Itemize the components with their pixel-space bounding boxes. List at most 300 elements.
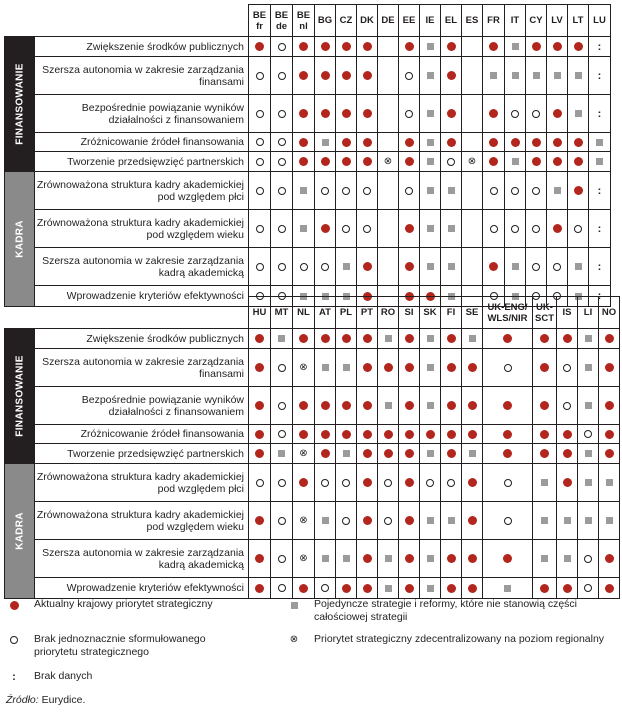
ring-icon: [532, 263, 540, 271]
table-row: [5, 578, 620, 599]
circled-cross-icon: ⊗: [383, 155, 393, 167]
status-cell: [557, 387, 578, 425]
ring-icon: [342, 479, 350, 487]
priority-dot-icon: [532, 42, 541, 51]
status-cell: [271, 444, 293, 464]
priority-dot-icon: [563, 334, 572, 343]
status-cell: [271, 57, 293, 95]
status-cell: [533, 578, 557, 599]
status-cell: [315, 210, 336, 248]
status-cell: [526, 248, 547, 286]
status-cell: [357, 133, 378, 152]
status-cell: [378, 37, 399, 57]
status-cell: [315, 133, 336, 152]
ring-icon: [256, 72, 264, 80]
ring-icon: [574, 225, 582, 233]
status-cell: [441, 578, 462, 599]
status-cell: [557, 444, 578, 464]
status-cell: [420, 349, 441, 387]
status-cell: [533, 444, 557, 464]
single-square-icon: [541, 479, 548, 486]
single-square-icon: [533, 72, 540, 79]
column-header: PL: [336, 297, 357, 329]
single-square-icon: [469, 335, 476, 342]
ring-icon: [563, 402, 571, 410]
row-label: Zróżnicowanie źródeł finansowania: [35, 133, 249, 152]
ring-icon: [278, 138, 286, 146]
priority-dot-icon: [405, 42, 414, 51]
status-cell: [578, 540, 599, 578]
ring-icon: [278, 584, 286, 592]
priority-dot-icon: [405, 554, 414, 563]
status-cell: [249, 210, 271, 248]
status-cell: [271, 502, 293, 540]
column-header: SK: [420, 297, 441, 329]
status-cell: [336, 329, 357, 349]
priority-dot-icon: [447, 554, 456, 563]
status-cell: [293, 464, 315, 502]
single-square-icon: [427, 139, 434, 146]
status-cell: [547, 57, 568, 95]
row-label: Bezpośrednie powiązanie wyników działalności z finansowaniem: [35, 95, 249, 133]
priority-dot-icon: [447, 138, 456, 147]
status-cell: [271, 37, 293, 57]
single-square-icon: [427, 187, 434, 194]
status-cell: [557, 329, 578, 349]
status-cell: [315, 57, 336, 95]
legend-item-single: Pojedyncze strategie i reformy, które nie stanowią części całościowej strategii: [288, 598, 618, 624]
ring-icon: [256, 479, 264, 487]
priority-dot-icon: [363, 42, 372, 51]
status-cell: [599, 349, 620, 387]
ring-icon: [321, 584, 329, 592]
status-cell: [293, 425, 315, 444]
status-cell: [589, 172, 611, 210]
ring-icon: [584, 555, 592, 563]
status-cell: [483, 425, 533, 444]
status-cell: [589, 133, 611, 152]
single-square-icon: [585, 479, 592, 486]
status-cell: [399, 172, 420, 210]
status-cell: [462, 248, 483, 286]
priority-dot-icon: [255, 334, 264, 343]
status-cell: [271, 172, 293, 210]
single-square-icon: [554, 187, 561, 194]
priority-dot-icon: [342, 584, 351, 593]
row-label: Szersza autonomia w zakresie zarządzania finansami: [35, 349, 249, 387]
single-square-icon: [469, 450, 476, 457]
single-square-icon: [512, 43, 519, 50]
status-cell: [578, 425, 599, 444]
ring-icon: [342, 187, 350, 195]
status-cell: [505, 152, 526, 172]
priority-dot-icon: [489, 42, 498, 51]
status-cell: [526, 152, 547, 172]
priority-dot-icon: [342, 430, 351, 439]
column-header: EL: [441, 5, 462, 37]
single-square-icon: [343, 263, 350, 270]
status-cell: [315, 387, 336, 425]
status-cell: [315, 37, 336, 57]
single-square-icon: [541, 555, 548, 562]
status-cell: [441, 349, 462, 387]
status-cell: [420, 133, 441, 152]
status-cell: [578, 464, 599, 502]
status-cell: [399, 540, 420, 578]
priority-dot-icon: [363, 554, 372, 563]
ring-icon: [321, 479, 329, 487]
ring-icon: [278, 43, 286, 51]
priority-dot-icon: [468, 430, 477, 439]
priority-dot-icon: [447, 109, 456, 118]
status-cell: [293, 329, 315, 349]
status-cell: [420, 329, 441, 349]
priority-dot-icon: [447, 363, 456, 372]
priority-dot-icon: [532, 157, 541, 166]
status-cell: [336, 578, 357, 599]
status-cell: [399, 95, 420, 133]
status-cell: [315, 172, 336, 210]
status-cell: [357, 578, 378, 599]
status-cell: [505, 248, 526, 286]
status-cell: [483, 172, 505, 210]
priority-dot-icon: [605, 554, 614, 563]
status-cell: [483, 210, 505, 248]
status-cell: [399, 57, 420, 95]
single-square-icon: [427, 158, 434, 165]
single-square-icon: [385, 585, 392, 592]
status-cell: [462, 349, 483, 387]
status-cell: [441, 329, 462, 349]
ring-icon: [278, 72, 286, 80]
table-row: [5, 172, 611, 210]
priority-dot-icon: [447, 449, 456, 458]
status-cell: [557, 578, 578, 599]
row-label: Tworzenie przedsięwzięć partnerskich: [35, 152, 249, 172]
status-cell: [568, 152, 589, 172]
status-cell: [599, 540, 620, 578]
status-cell: [589, 57, 611, 95]
ring-icon: [384, 517, 392, 525]
row-label: Tworzenie przedsięwzięć partnerskich: [35, 444, 249, 464]
priority-dot-icon: [489, 262, 498, 271]
status-cell: [249, 502, 271, 540]
ring-icon: [405, 187, 413, 195]
table-row: [5, 37, 611, 57]
ring-icon: [532, 225, 540, 233]
priority-dot-icon: [405, 363, 414, 372]
status-cell: [271, 152, 293, 172]
priority-dot-icon: [255, 584, 264, 593]
priority-dot-icon: [299, 334, 308, 343]
priority-dot-icon: [540, 363, 549, 372]
priority-dot-icon: [468, 478, 477, 487]
ring-icon: [256, 263, 264, 271]
priority-dot-icon: [605, 584, 614, 593]
single-square-icon: [300, 225, 307, 232]
status-cell: [568, 172, 589, 210]
status-cell: [441, 248, 462, 286]
priority-dot-icon: [468, 554, 477, 563]
status-cell: [271, 95, 293, 133]
single-square-icon: [291, 602, 298, 609]
priority-dot-icon: [321, 401, 330, 410]
single-square-icon: [427, 555, 434, 562]
status-cell: [357, 248, 378, 286]
column-header: UK- SCT: [533, 297, 557, 329]
row-label: Szersza autonomia w zakresie zarządzania kadrą akademicką: [35, 248, 249, 286]
single-square-icon: [554, 72, 561, 79]
status-cell: [293, 248, 315, 286]
status-cell: [271, 133, 293, 152]
single-square-icon: [385, 555, 392, 562]
priority-dot-icon: [503, 401, 512, 410]
status-cell: [483, 152, 505, 172]
ring-icon: [563, 364, 571, 372]
status-cell: [599, 444, 620, 464]
table-row: [5, 540, 620, 578]
ring-icon: [300, 263, 308, 271]
priority-dot-icon: [299, 478, 308, 487]
ring-icon: [405, 72, 413, 80]
status-cell: [336, 349, 357, 387]
status-cell: [462, 578, 483, 599]
table-row: [5, 248, 611, 286]
priority-dot-icon: [299, 109, 308, 118]
status-cell: [441, 444, 462, 464]
status-cell: [271, 387, 293, 425]
column-header: RO: [378, 297, 399, 329]
priority-dot-icon: [363, 109, 372, 118]
priority-dot-icon: [299, 71, 308, 80]
priority-dot-icon: [503, 430, 512, 439]
status-cell: [399, 133, 420, 152]
status-cell: [578, 578, 599, 599]
row-label: Zwiększenie środków publicznych: [35, 37, 249, 57]
single-square-icon: [322, 517, 329, 524]
status-cell: [557, 540, 578, 578]
status-cell: [378, 387, 399, 425]
single-square-icon: [448, 187, 455, 194]
priority-dot-icon: [540, 401, 549, 410]
ring-icon: [321, 187, 329, 195]
priority-dot-icon: [605, 449, 614, 458]
no-data-icon: :: [597, 260, 602, 273]
priority-dot-icon: [405, 478, 414, 487]
status-cell: [599, 464, 620, 502]
table-row: [5, 57, 611, 95]
status-cell: [441, 152, 462, 172]
status-cell: [357, 57, 378, 95]
status-cell: [462, 95, 483, 133]
status-cell: [599, 578, 620, 599]
priority-dot-icon: [255, 363, 264, 372]
status-cell: [293, 133, 315, 152]
status-cell: [441, 133, 462, 152]
priority-dot-icon: [468, 584, 477, 593]
status-cell: [336, 464, 357, 502]
priority-dot-icon: [363, 584, 372, 593]
status-cell: [441, 37, 462, 57]
priority-dot-icon: [342, 157, 351, 166]
single-square-icon: [300, 187, 307, 194]
ring-icon: [584, 584, 592, 592]
priority-dot-icon: [342, 138, 351, 147]
ring-icon: [278, 402, 286, 410]
no-data-icon: :: [597, 69, 602, 82]
single-square-icon: [278, 450, 285, 457]
ring-icon: [490, 225, 498, 233]
ring-icon: [256, 138, 264, 146]
status-cell: [547, 152, 568, 172]
status-cell: [336, 444, 357, 464]
table-row: [5, 95, 611, 133]
row-label: Wprowadzenie kryteriów efektywności: [35, 578, 249, 599]
status-cell: [293, 502, 315, 540]
status-cell: [568, 133, 589, 152]
status-cell: [420, 95, 441, 133]
ring-icon: [584, 430, 592, 438]
status-cell: [378, 172, 399, 210]
priority-dot-icon: [468, 363, 477, 372]
column-header: NO: [599, 297, 620, 329]
column-header: IE: [420, 5, 441, 37]
ring-icon: [511, 225, 519, 233]
single-square-icon: [575, 72, 582, 79]
status-cell: [420, 425, 441, 444]
status-cell: [557, 425, 578, 444]
priority-dot-icon: [563, 478, 572, 487]
status-cell: [357, 444, 378, 464]
priority-dot-icon: [321, 71, 330, 80]
column-header: MT: [271, 297, 293, 329]
status-cell: [420, 172, 441, 210]
ring-icon: [511, 187, 519, 195]
status-cell: [462, 172, 483, 210]
single-square-icon: [575, 263, 582, 270]
status-cell: [578, 329, 599, 349]
single-square-icon: [585, 364, 592, 371]
status-cell: [420, 210, 441, 248]
column-header: ES: [462, 5, 483, 37]
finance-section-label: FINANSOWANIE: [5, 37, 35, 172]
legend-item-regional: ⊗ Priorytet strategiczny zdecentralizowany na poziom regionalny: [289, 633, 605, 646]
status-cell: [378, 502, 399, 540]
ring-icon: [363, 225, 371, 233]
priority-dot-icon: [405, 449, 414, 458]
status-cell: [249, 248, 271, 286]
row-label: Zróżnicowanie źródeł finansowania: [35, 425, 249, 444]
column-header: AT: [315, 297, 336, 329]
priority-dot-icon: [321, 334, 330, 343]
status-cell: [462, 425, 483, 444]
status-cell: [357, 387, 378, 425]
column-header: DE: [378, 5, 399, 37]
ring-icon: [342, 225, 350, 233]
finance-section-label: FINANSOWANIE: [5, 329, 35, 464]
status-cell: [357, 425, 378, 444]
legend-item-none: Brak jednoznacznie sformułowanego priorytetu strategicznego: [8, 633, 248, 659]
status-cell: [249, 540, 271, 578]
ring-icon: [278, 555, 286, 563]
status-cell: [357, 349, 378, 387]
single-square-icon: [490, 72, 497, 79]
status-cell: [441, 502, 462, 540]
status-cell: [315, 502, 336, 540]
priority-dot-icon: [553, 224, 562, 233]
priority-dot-icon: [405, 334, 414, 343]
ring-icon: [278, 158, 286, 166]
table-row: [5, 133, 611, 152]
priority-dot-icon: [553, 157, 562, 166]
status-cell: [271, 210, 293, 248]
status-cell: [589, 37, 611, 57]
status-cell: [533, 540, 557, 578]
priority-dot-icon: [363, 71, 372, 80]
priority-dot-icon: [574, 42, 583, 51]
ring-icon: [278, 430, 286, 438]
column-header: LV: [547, 5, 568, 37]
column-header: LU: [589, 5, 611, 37]
status-cell: [505, 210, 526, 248]
priority-dot-icon: [447, 401, 456, 410]
status-cell: [568, 248, 589, 286]
status-cell: [589, 210, 611, 248]
status-cell: [357, 502, 378, 540]
status-cell: [378, 210, 399, 248]
status-cell: [505, 57, 526, 95]
ring-icon: [532, 110, 540, 118]
status-cell: [271, 578, 293, 599]
priority-dot-icon: [532, 138, 541, 147]
table-row: [5, 152, 611, 172]
single-square-icon: [541, 517, 548, 524]
ring-icon: [553, 263, 561, 271]
status-cell: [568, 210, 589, 248]
priority-dot-icon: [405, 262, 414, 271]
status-cell: [293, 444, 315, 464]
status-cell: [378, 540, 399, 578]
single-square-icon: [427, 225, 434, 232]
priority-dot-icon: [447, 584, 456, 593]
status-cell: [293, 387, 315, 425]
status-cell: [483, 444, 533, 464]
circled-cross-icon: ⊗: [289, 634, 299, 646]
priority-dot-icon: [447, 430, 456, 439]
single-square-icon: [575, 110, 582, 117]
priority-dot-icon: [405, 430, 414, 439]
priority-dot-icon: [405, 516, 414, 525]
row-label: Zrównoważona struktura kadry akademickiej pod względem wieku: [35, 502, 249, 540]
priority-dot-icon: [321, 224, 330, 233]
status-cell: [599, 502, 620, 540]
status-cell: [526, 37, 547, 57]
priority-dot-icon: [342, 401, 351, 410]
status-cell: [547, 210, 568, 248]
status-cell: [420, 57, 441, 95]
row-label: Wprowadzenie kryteriów efektywności: [35, 286, 249, 307]
row-label: Zwiększenie środków publicznych: [35, 329, 249, 349]
ring-icon: [426, 479, 434, 487]
priority-dot-icon: [10, 601, 19, 610]
priority-dot-icon: [321, 109, 330, 118]
status-cell: [462, 329, 483, 349]
priority-dot-icon: [321, 42, 330, 51]
priority-dot-icon: [363, 430, 372, 439]
status-cell: [483, 464, 533, 502]
staff-section-label: KADRA: [5, 172, 35, 307]
column-header: EE: [399, 5, 420, 37]
